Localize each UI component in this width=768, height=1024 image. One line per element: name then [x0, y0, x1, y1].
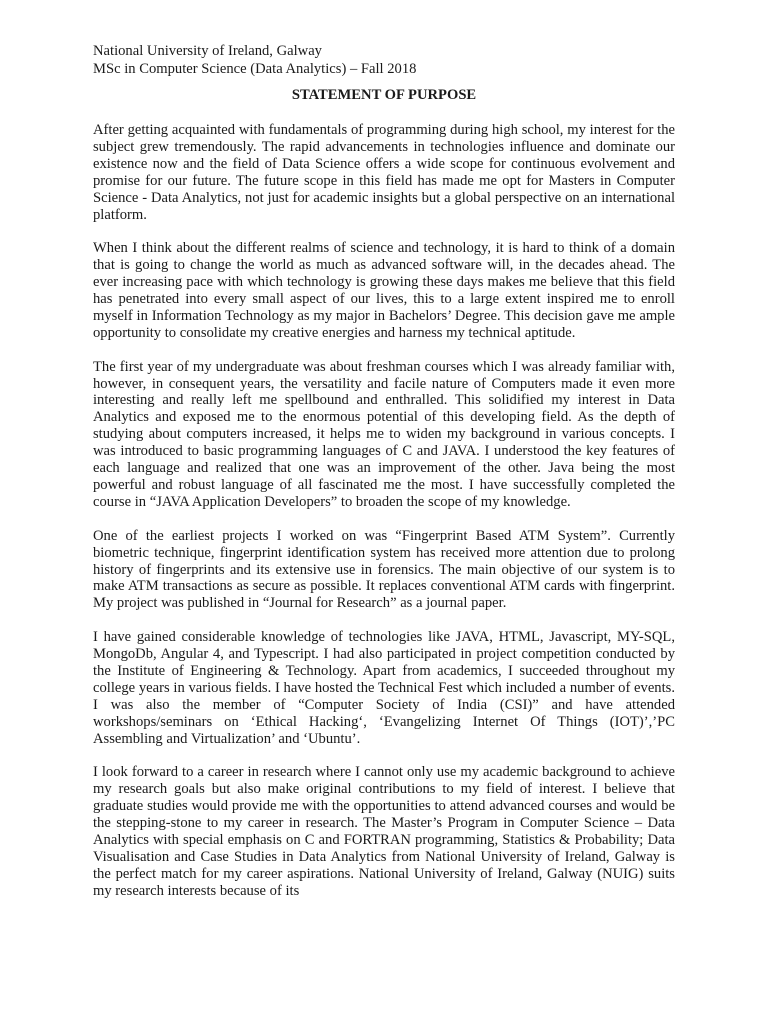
document-body	[93, 122, 675, 917]
paragraph-2: When I think about the different realms of science and technology, it is hard to think of a domain that is going to change the world as much as advanced software will, in the decades ahead. The ever increasing pace with which technology is growing these days makes me believe that this field has penetrated into every small aspect of our lives, this to a large extent inspired me to enroll myself in Information Technology as my major in Bachelors’ Degree. This decision gave me ample opportunity to consolidate my creative energies and harness my technical aptitude.	[93, 240, 675, 341]
paragraph-6: I look forward to a career in research where I cannot only use my academic background to achieve my research goals but also make original contributions to my field of interest. I believe that graduate studies would provide me with the opportunities to attend advanced courses and would be the stepping-stone to my career in research. The Master’s Program in Computer Science – Data Analytics with special emphasis on C and FORTRAN programming, Statistics & Probability; Data Visualisation and Case Studies in Data Analytics from National University of Ireland, Galway is the perfect match for my career aspirations. National University of Ireland, Galway (NUIG) suits my research interests because of its	[93, 764, 675, 899]
paragraph-3: The first year of my undergraduate was about freshman courses which I was already familiar with, however, in consequent years, the versatility and facile nature of Computers made it even more interesting and really left me spellbound and enthralled. This solidified my interest in Data Analytics and exposed me to the enormous potential of this developing field. As the depth of studying about computers increased, it helps me to widen my background in various concepts. I was introduced to basic programming languages of C and JAVA. I understood the key features of each language and realized that one was an improvement of the other. Java being the most powerful and robust language of all fascinated me the most. I have successfully completed the course in “JAVA Application Developers” to broaden the scope of my knowledge.	[93, 358, 675, 510]
document-title: STATEMENT OF PURPOSE	[291, 87, 477, 103]
paragraph-4: One of the earliest projects I worked on was “Fingerprint Based ATM System”. Currently biometric technique, fingerprint identification system has received more attention due to prolong history of fingerprints and its extensive use in forensics. The main objective of our system is to make ATM transactions as secure as possible. It replaces conventional ATM cards with fingerprint. My project was published in “Journal for Research” as a journal paper.	[93, 527, 675, 612]
document-header	[93, 42, 416, 78]
paragraph-5: I have gained considerable knowledge of technologies like JAVA, HTML, Javascript, MY-SQL, MongoDb, Angular 4, and Typescript. I had also participated in project competition conducted by the Institute of Engineering & Technology. Apart from academics, I succeeded throughout my college years in various fields. I have hosted the Technical Fest which included a number of events. I was also the member of “Computer Society of India (CSI)” and have attended workshops/seminars on ‘Ethical Hacking‘, ‘Evangelizing Internet Of Things (IOT)’,’PC Assembling and Virtualization’ and ‘Ubuntu’.	[93, 629, 675, 747]
program-name: MSc in Computer Science (Data Analytics) – Fall 2018	[93, 61, 417, 77]
paragraph-1: After getting acquainted with fundamentals of programming during high school, my interest for the subject grew tremendously. The rapid advancements in technologies influence and dominate our existence now and the field of Data Science offers a wide scope for continuous evolvement and promise for our future. The future scope in this field has made me opt for Masters in Computer Science - Data Analytics, not just for academic insights but a global perspective on an international platform.	[93, 122, 675, 223]
university-name: National University of Ireland, Galway	[93, 43, 322, 59]
